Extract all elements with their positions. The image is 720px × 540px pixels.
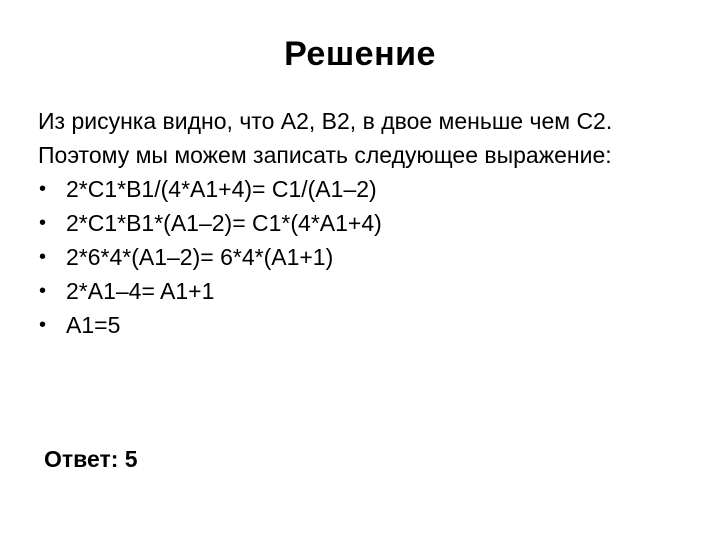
bullet-icon: • [39, 314, 47, 336]
slide-title: Решение [284, 35, 436, 73]
equation-text: 2*C1*B1*(A1–2)= C1*(4*A1+4) [66, 210, 382, 236]
answer-line [44, 442, 138, 476]
slide-body [38, 104, 688, 342]
bullet-icon: • [39, 280, 47, 302]
equation-item [38, 206, 688, 240]
equation-text: 2*6*4*(A1–2)= 6*4*(A1+1) [66, 244, 334, 270]
bullet-icon: • [39, 212, 47, 234]
bullet-icon: • [39, 178, 47, 200]
answer-label: Ответ: [44, 446, 119, 472]
intro-paragraph: Из рисунка видно, что A2, B2, в двое меньше чем C2. Поэтому мы можем записать следующее выражение: [38, 108, 613, 168]
equation-item [38, 172, 688, 206]
equation-item [38, 308, 688, 342]
equation-text: A1=5 [66, 312, 121, 338]
equation-item [38, 240, 688, 274]
equation-text: 2*A1–4= A1+1 [66, 278, 215, 304]
answer-value: 5 [124, 446, 138, 472]
equation-item [38, 274, 688, 308]
equation-list [38, 172, 688, 342]
equation-text: 2*C1*B1/(4*A1+4)= C1/(A1–2) [66, 176, 377, 202]
bullet-icon: • [39, 246, 47, 268]
